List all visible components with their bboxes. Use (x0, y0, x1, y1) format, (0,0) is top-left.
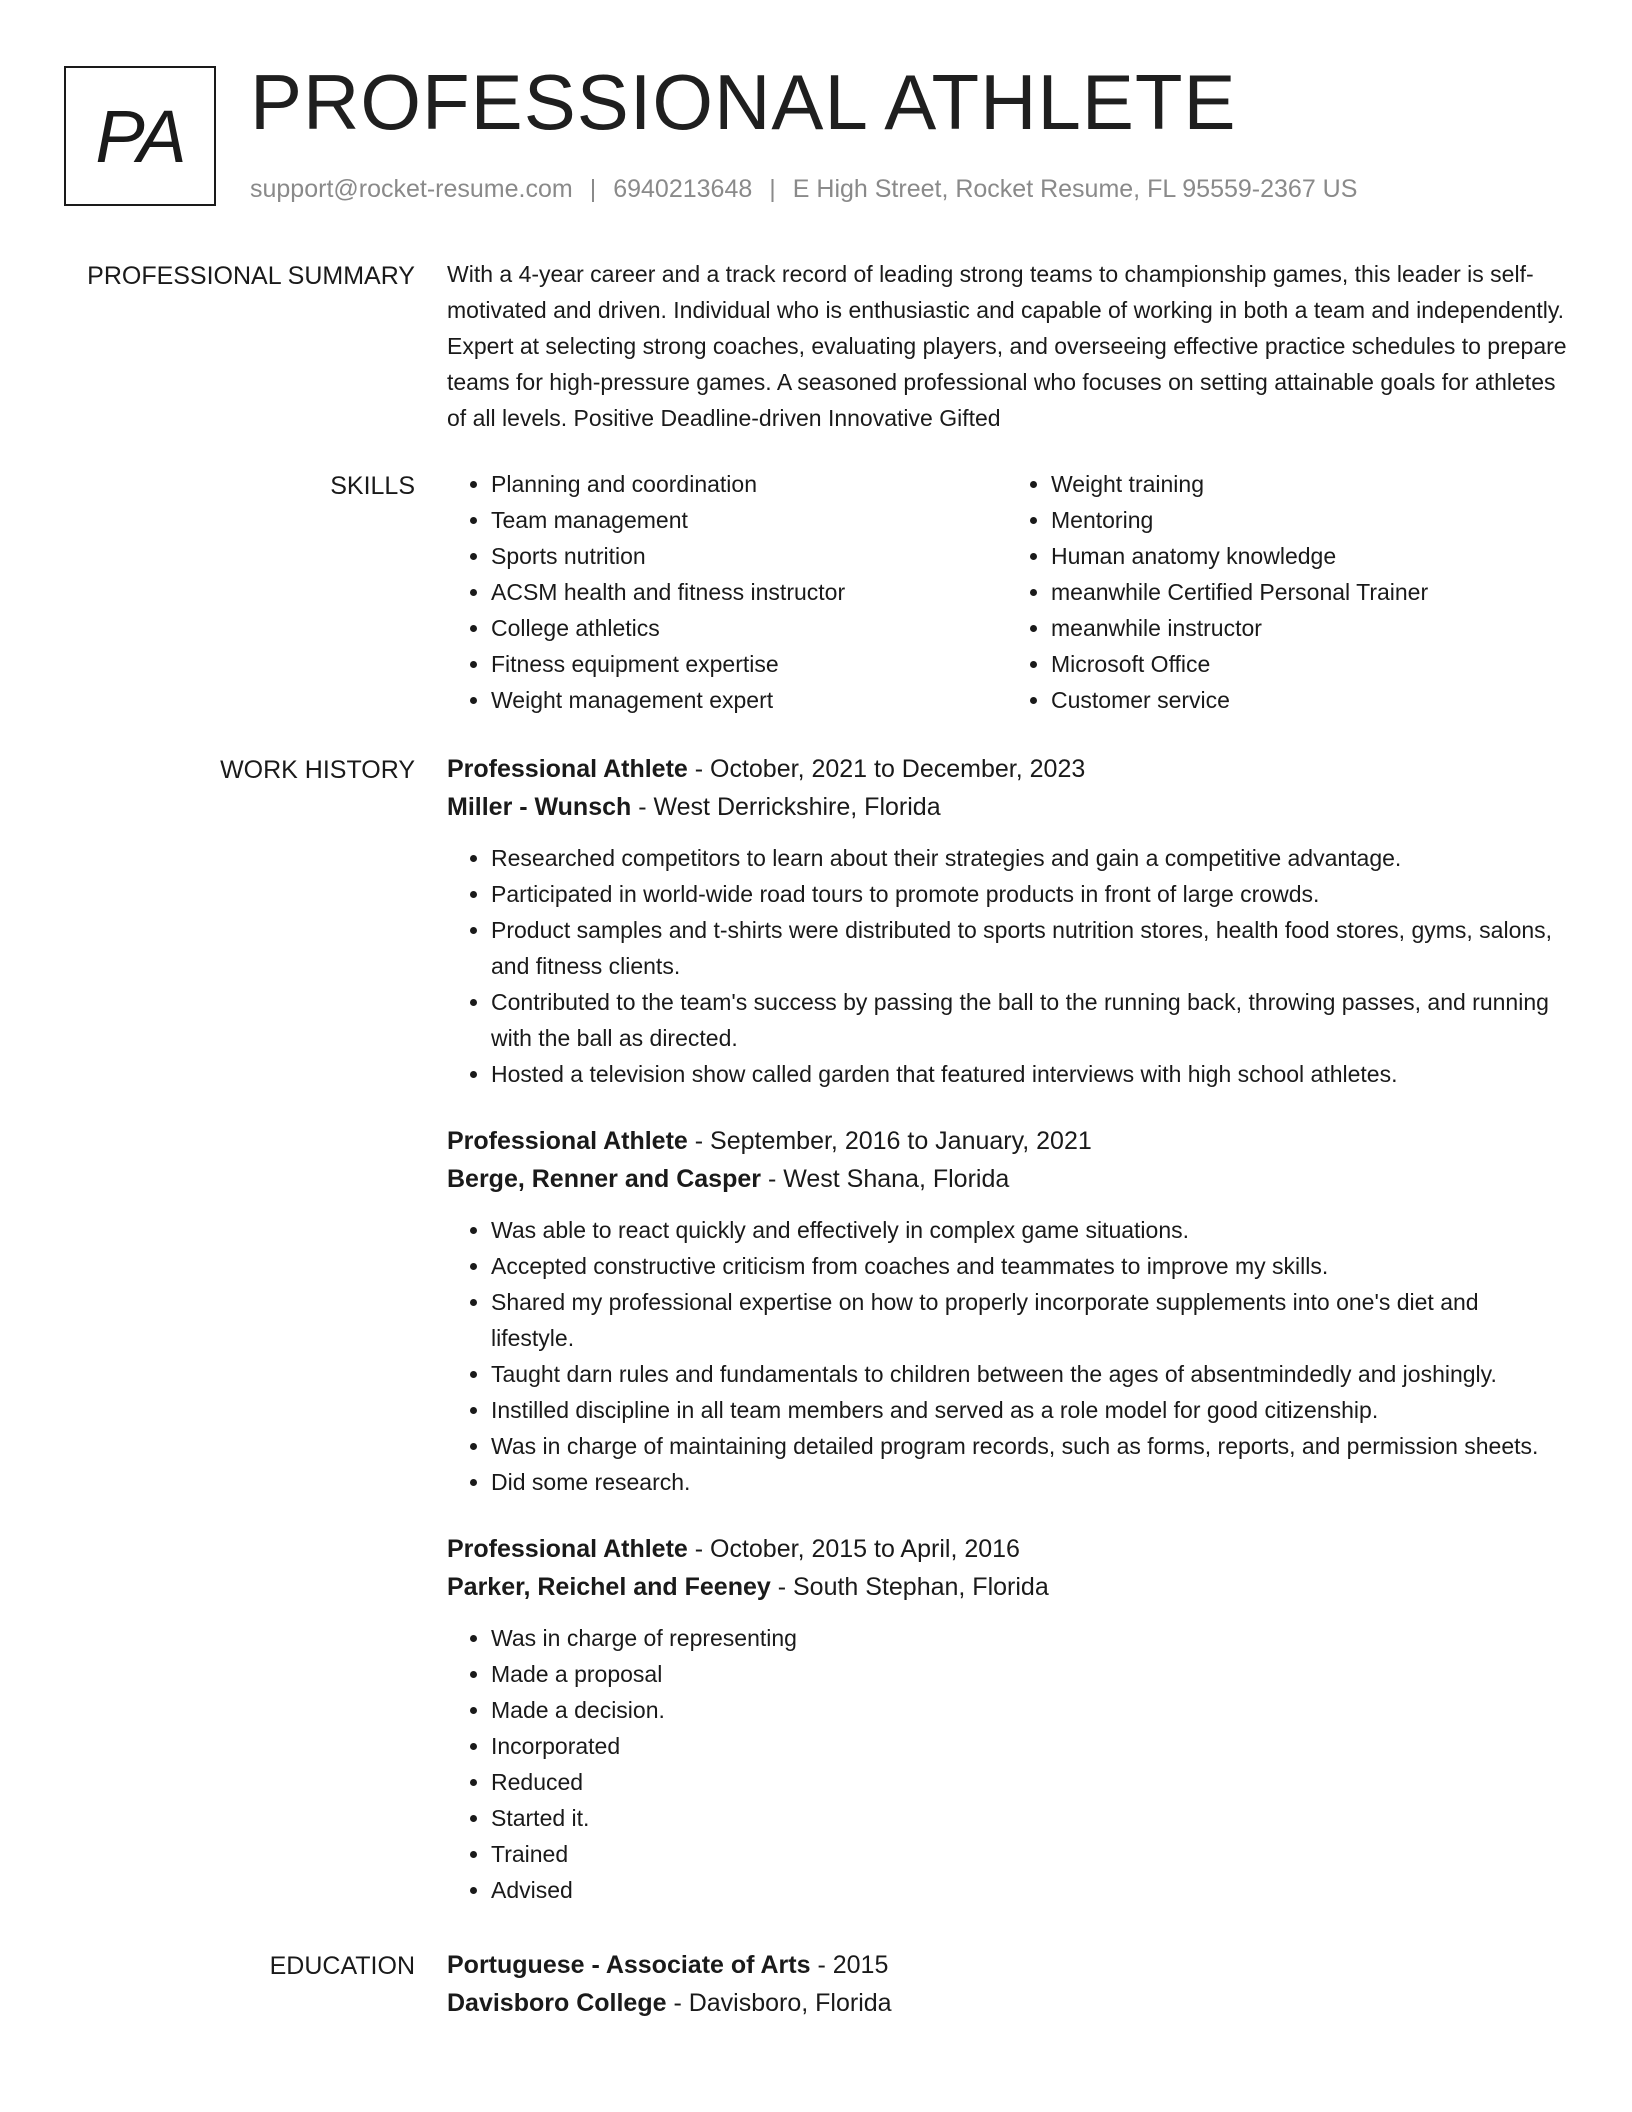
work-history-heading: WORK HISTORY (220, 756, 415, 784)
skill-item: • meanwhile Certified Personal Trainer (1051, 574, 1567, 610)
skill-item: • Planning and coordination (491, 466, 1007, 502)
job-bullet: • Researched competitors to learn about their strategies and gain a competitive advantage. (491, 840, 1567, 876)
job-bullet: • Participated in world-wide road tours to promote products in front of large crowds. (491, 876, 1567, 912)
job-title-line (447, 1530, 1567, 1568)
job-dates: - September, 2016 to January, 2021 (687, 1127, 1092, 1155)
job-bullet: • Reduced (491, 1764, 1567, 1800)
education-school: Davisboro College (447, 1989, 667, 2017)
education-body (447, 1946, 1567, 2022)
job-entry (447, 750, 1567, 1092)
job-bullets (447, 1212, 1567, 1500)
job-employer: Miller - Wunsch (447, 793, 632, 821)
skills-list-left (447, 466, 1007, 718)
job-bullets (447, 1620, 1567, 1908)
skill-item: • Customer service (1051, 682, 1567, 718)
job-title: Professional Athlete (447, 1535, 688, 1563)
job-bullet: • Was in charge of representing (491, 1620, 1567, 1656)
skill-item: • Mentoring (1051, 502, 1567, 538)
skill-item: • ACSM health and fitness instructor (491, 574, 1007, 610)
skills-section (0, 466, 1632, 718)
job-bullet: • Instilled discipline in all team members and served as a role model for good citizenship. (491, 1392, 1567, 1428)
contact-email: support@rocket-resume.com (250, 175, 573, 203)
job-employer-line (447, 1160, 1567, 1198)
job-bullet: • Shared my professional expertise on how to properly incorporate supplements into one's diet and lifestyle. (491, 1284, 1567, 1356)
job-bullet: • Advised (491, 1872, 1567, 1908)
job-employer-line (447, 788, 1567, 826)
job-location: - West Shana, Florida (761, 1165, 1010, 1193)
contact-separator: | (769, 175, 776, 203)
education-school-line (447, 1984, 1567, 2022)
skill-item: • Sports nutrition (491, 538, 1007, 574)
job-bullet: • Taught darn rules and fundamentals to children between the ages of absentmindedly and joshingly. (491, 1356, 1567, 1392)
education-degree-line (447, 1946, 1567, 1984)
job-title: Professional Athlete (447, 1127, 688, 1155)
education-heading: EDUCATION (269, 1952, 415, 1980)
skill-item: • College athletics (491, 610, 1007, 646)
skills-heading: SKILLS (330, 472, 415, 500)
job-employer: Berge, Renner and Casper (447, 1165, 761, 1193)
job-location: - West Derrickshire, Florida (631, 793, 941, 821)
job-bullet: • Incorporated (491, 1728, 1567, 1764)
job-title: Professional Athlete (447, 755, 688, 783)
job-location: - South Stephan, Florida (770, 1573, 1049, 1601)
summary-text: With a 4-year career and a track record of leading strong teams to championship games, this leader is self-motivated and driven. Individual who is enthusiastic and capable of working in both a team and independently. Expert at selecting strong coaches, evaluating players, and overseeing effective practice schedules to prepare teams for high-pressure games. A seasoned professional who focuses on setting attainable goals for athletes of all levels. Positive Deadline-driven Innovative Gifted (447, 261, 1567, 431)
job-dates: - October, 2015 to April, 2016 (687, 1535, 1020, 1563)
skills-body (447, 466, 1567, 718)
contact-phone: 6940213648 (613, 175, 753, 203)
education-year: - 2015 (810, 1951, 889, 1979)
job-bullet: • Product samples and t-shirts were distributed to sports nutrition stores, health food stores, gyms, salons, and fitness clients. (491, 912, 1567, 984)
candidate-name: PROFESSIONAL ATHLETE (250, 58, 1237, 146)
skill-item: • Weight training (1051, 466, 1567, 502)
summary-heading: PROFESSIONAL SUMMARY (87, 262, 415, 290)
contact-line (250, 172, 1357, 206)
contact-address: E High Street, Rocket Resume, FL 95559-2367 US (792, 175, 1358, 203)
job-bullet: • Was able to react quickly and effectively in complex game situations. (491, 1212, 1567, 1248)
skill-item: • Fitness equipment expertise (491, 646, 1007, 682)
skill-item: • Weight management expert (491, 682, 1007, 718)
job-title-line (447, 1122, 1567, 1160)
skills-columns (447, 466, 1567, 718)
job-bullet: • Contributed to the team's success by passing the ball to the running back, throwing passes, and running with the ball as directed. (491, 984, 1567, 1056)
job-bullet: • Trained (491, 1836, 1567, 1872)
job-bullet: • Started it. (491, 1800, 1567, 1836)
contact-separator: | (589, 175, 597, 203)
job-employer-line (447, 1568, 1567, 1606)
job-bullets (447, 840, 1567, 1092)
education-degree: Portuguese - Associate of Arts (447, 1951, 811, 1979)
work-history-section (0, 750, 1632, 1946)
job-bullet: • Accepted constructive criticism from coaches and teammates to improve my skills. (491, 1248, 1567, 1284)
work-history-body (447, 750, 1567, 1946)
monogram-badge: PA (64, 66, 216, 206)
resume-sections (0, 256, 1632, 2022)
skill-item: • meanwhile instructor (1051, 610, 1567, 646)
job-bullet: • Hosted a television show called garden that featured interviews with high school athletes. (491, 1056, 1567, 1092)
job-bullet: • Did some research. (491, 1464, 1567, 1500)
job-dates: - October, 2021 to December, 2023 (687, 755, 1086, 783)
skill-item: • Human anatomy knowledge (1051, 538, 1567, 574)
skill-item: • Microsoft Office (1051, 646, 1567, 682)
job-employer: Parker, Reichel and Feeney (447, 1573, 771, 1601)
summary-body (447, 256, 1567, 436)
job-entry (447, 1122, 1567, 1500)
job-bullet: • Was in charge of maintaining detailed program records, such as forms, reports, and permission sheets. (491, 1428, 1567, 1464)
education-location: - Davisboro, Florida (666, 1989, 892, 2017)
education-section (0, 1946, 1632, 2022)
skill-item: • Team management (491, 502, 1007, 538)
skills-list-right (1007, 466, 1567, 718)
job-bullet: • Made a proposal (491, 1656, 1567, 1692)
job-title-line (447, 750, 1567, 788)
job-entry (447, 1530, 1567, 1908)
job-bullet: • Made a decision. (491, 1692, 1567, 1728)
summary-section (0, 256, 1632, 436)
